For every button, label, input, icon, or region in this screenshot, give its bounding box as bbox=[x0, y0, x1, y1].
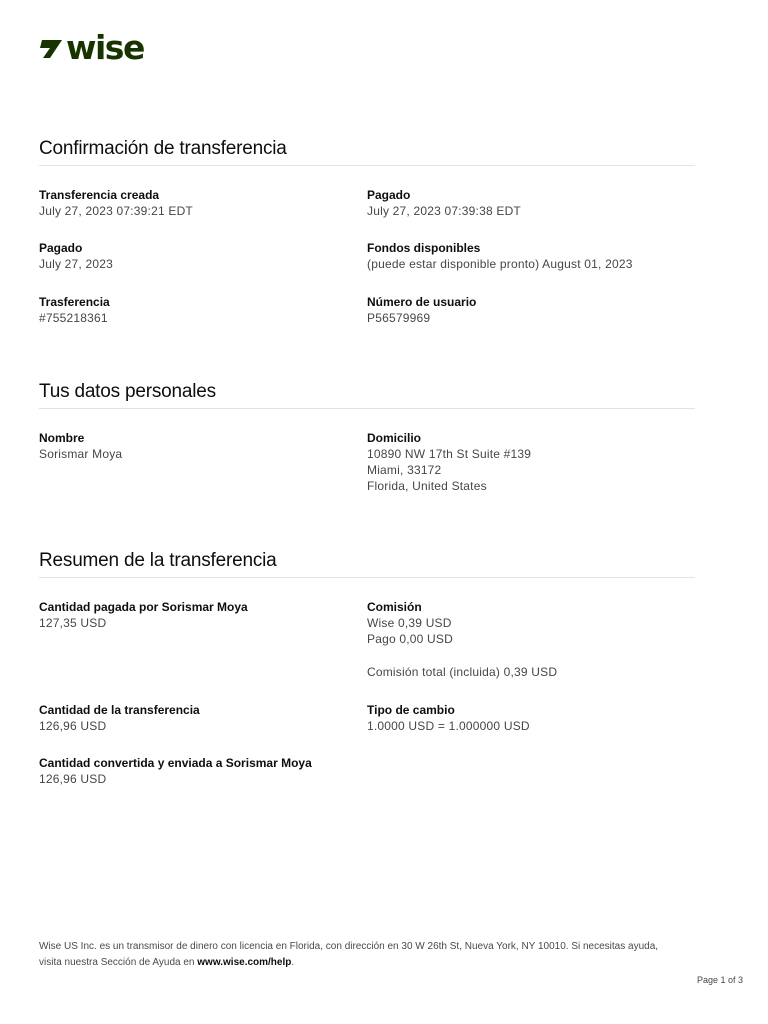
address-line-1: 10890 NW 17th St Suite #139 bbox=[367, 447, 532, 461]
paid-date-field bbox=[39, 240, 113, 272]
fee-wise-value: Wise 0,39 USD bbox=[367, 616, 452, 630]
converted-amount-field bbox=[39, 755, 312, 787]
personal-title: Tus datos personales bbox=[39, 381, 695, 409]
user-number-value: P56579969 bbox=[367, 311, 431, 325]
transfer-created-label: Transferencia creada bbox=[39, 188, 160, 202]
address-line-3: Florida, United States bbox=[367, 479, 487, 493]
exchange-rate-value: 1.0000 USD = 1.000000 USD bbox=[367, 719, 530, 733]
amount-paid-value: 127,35 USD bbox=[39, 616, 107, 630]
transfer-id-field bbox=[39, 294, 110, 326]
paid-date-value: July 27, 2023 bbox=[39, 257, 113, 271]
transfer-amount-field bbox=[39, 702, 200, 734]
wise-flag-icon bbox=[38, 36, 64, 60]
exchange-rate-field bbox=[367, 702, 530, 734]
name-field bbox=[39, 430, 122, 462]
transfer-amount-value: 126,96 USD bbox=[39, 719, 107, 733]
footer-disclaimer bbox=[39, 939, 679, 970]
funds-available-label: Fondos disponibles bbox=[367, 241, 481, 255]
converted-amount-label: Cantidad convertida y enviada a Sorismar Moya bbox=[39, 756, 312, 770]
footer-end: . bbox=[291, 956, 295, 968]
paid-field bbox=[367, 187, 521, 219]
user-number-field bbox=[367, 294, 476, 326]
summary-title: Resumen de la transferencia bbox=[39, 550, 695, 578]
confirmation-title: Confirmación de transferencia bbox=[39, 138, 695, 166]
exchange-rate-label: Tipo de cambio bbox=[367, 703, 455, 717]
personal-section bbox=[39, 381, 695, 409]
transfer-id-value: #755218361 bbox=[39, 311, 108, 325]
wise-logo bbox=[38, 30, 144, 66]
paid-date-label: Pagado bbox=[39, 241, 83, 255]
funds-available-value: (puede estar disponible pronto) August 01, 2023 bbox=[367, 257, 633, 271]
wise-wordmark: wise bbox=[66, 28, 144, 67]
summary-section bbox=[39, 550, 695, 578]
confirmation-section bbox=[39, 138, 695, 166]
paid-label: Pagado bbox=[367, 188, 411, 202]
amount-paid-label: Cantidad pagada por Sorismar Moya bbox=[39, 600, 248, 614]
address-field bbox=[367, 430, 531, 494]
transfer-created-field bbox=[39, 187, 193, 219]
help-link[interactable]: www.wise.com/help bbox=[197, 956, 292, 968]
user-number-label: Número de usuario bbox=[367, 295, 477, 309]
transfer-id-label: Trasferencia bbox=[39, 295, 110, 309]
fee-label: Comisión bbox=[367, 600, 422, 614]
page-number: Page 1 of 3 bbox=[696, 975, 743, 985]
converted-amount-value: 126,96 USD bbox=[39, 772, 107, 786]
fee-total-value: Comisión total (incluida) 0,39 USD bbox=[367, 665, 558, 679]
name-label: Nombre bbox=[39, 431, 85, 445]
name-value: Sorismar Moya bbox=[39, 447, 123, 461]
fee-payment-value: Pago 0,00 USD bbox=[367, 632, 453, 646]
footer-text: Wise US Inc. es un transmisor de dinero con licencia en Florida, con dirección en 30 W 26th St, Nueva York, NY 10010. Si necesitas ayuda, visita nuestra Sección de Ayuda en bbox=[39, 941, 659, 968]
fee-field bbox=[367, 599, 557, 680]
transfer-amount-label: Cantidad de la transferencia bbox=[39, 703, 200, 717]
address-label: Domicilio bbox=[367, 431, 422, 445]
transfer-created-value: July 27, 2023 07:39:21 EDT bbox=[39, 204, 193, 218]
amount-paid-field bbox=[39, 599, 248, 631]
funds-available-field bbox=[367, 240, 633, 272]
address-line-2: Miami, 33172 bbox=[367, 463, 442, 477]
paid-value: July 27, 2023 07:39:38 EDT bbox=[367, 204, 521, 218]
